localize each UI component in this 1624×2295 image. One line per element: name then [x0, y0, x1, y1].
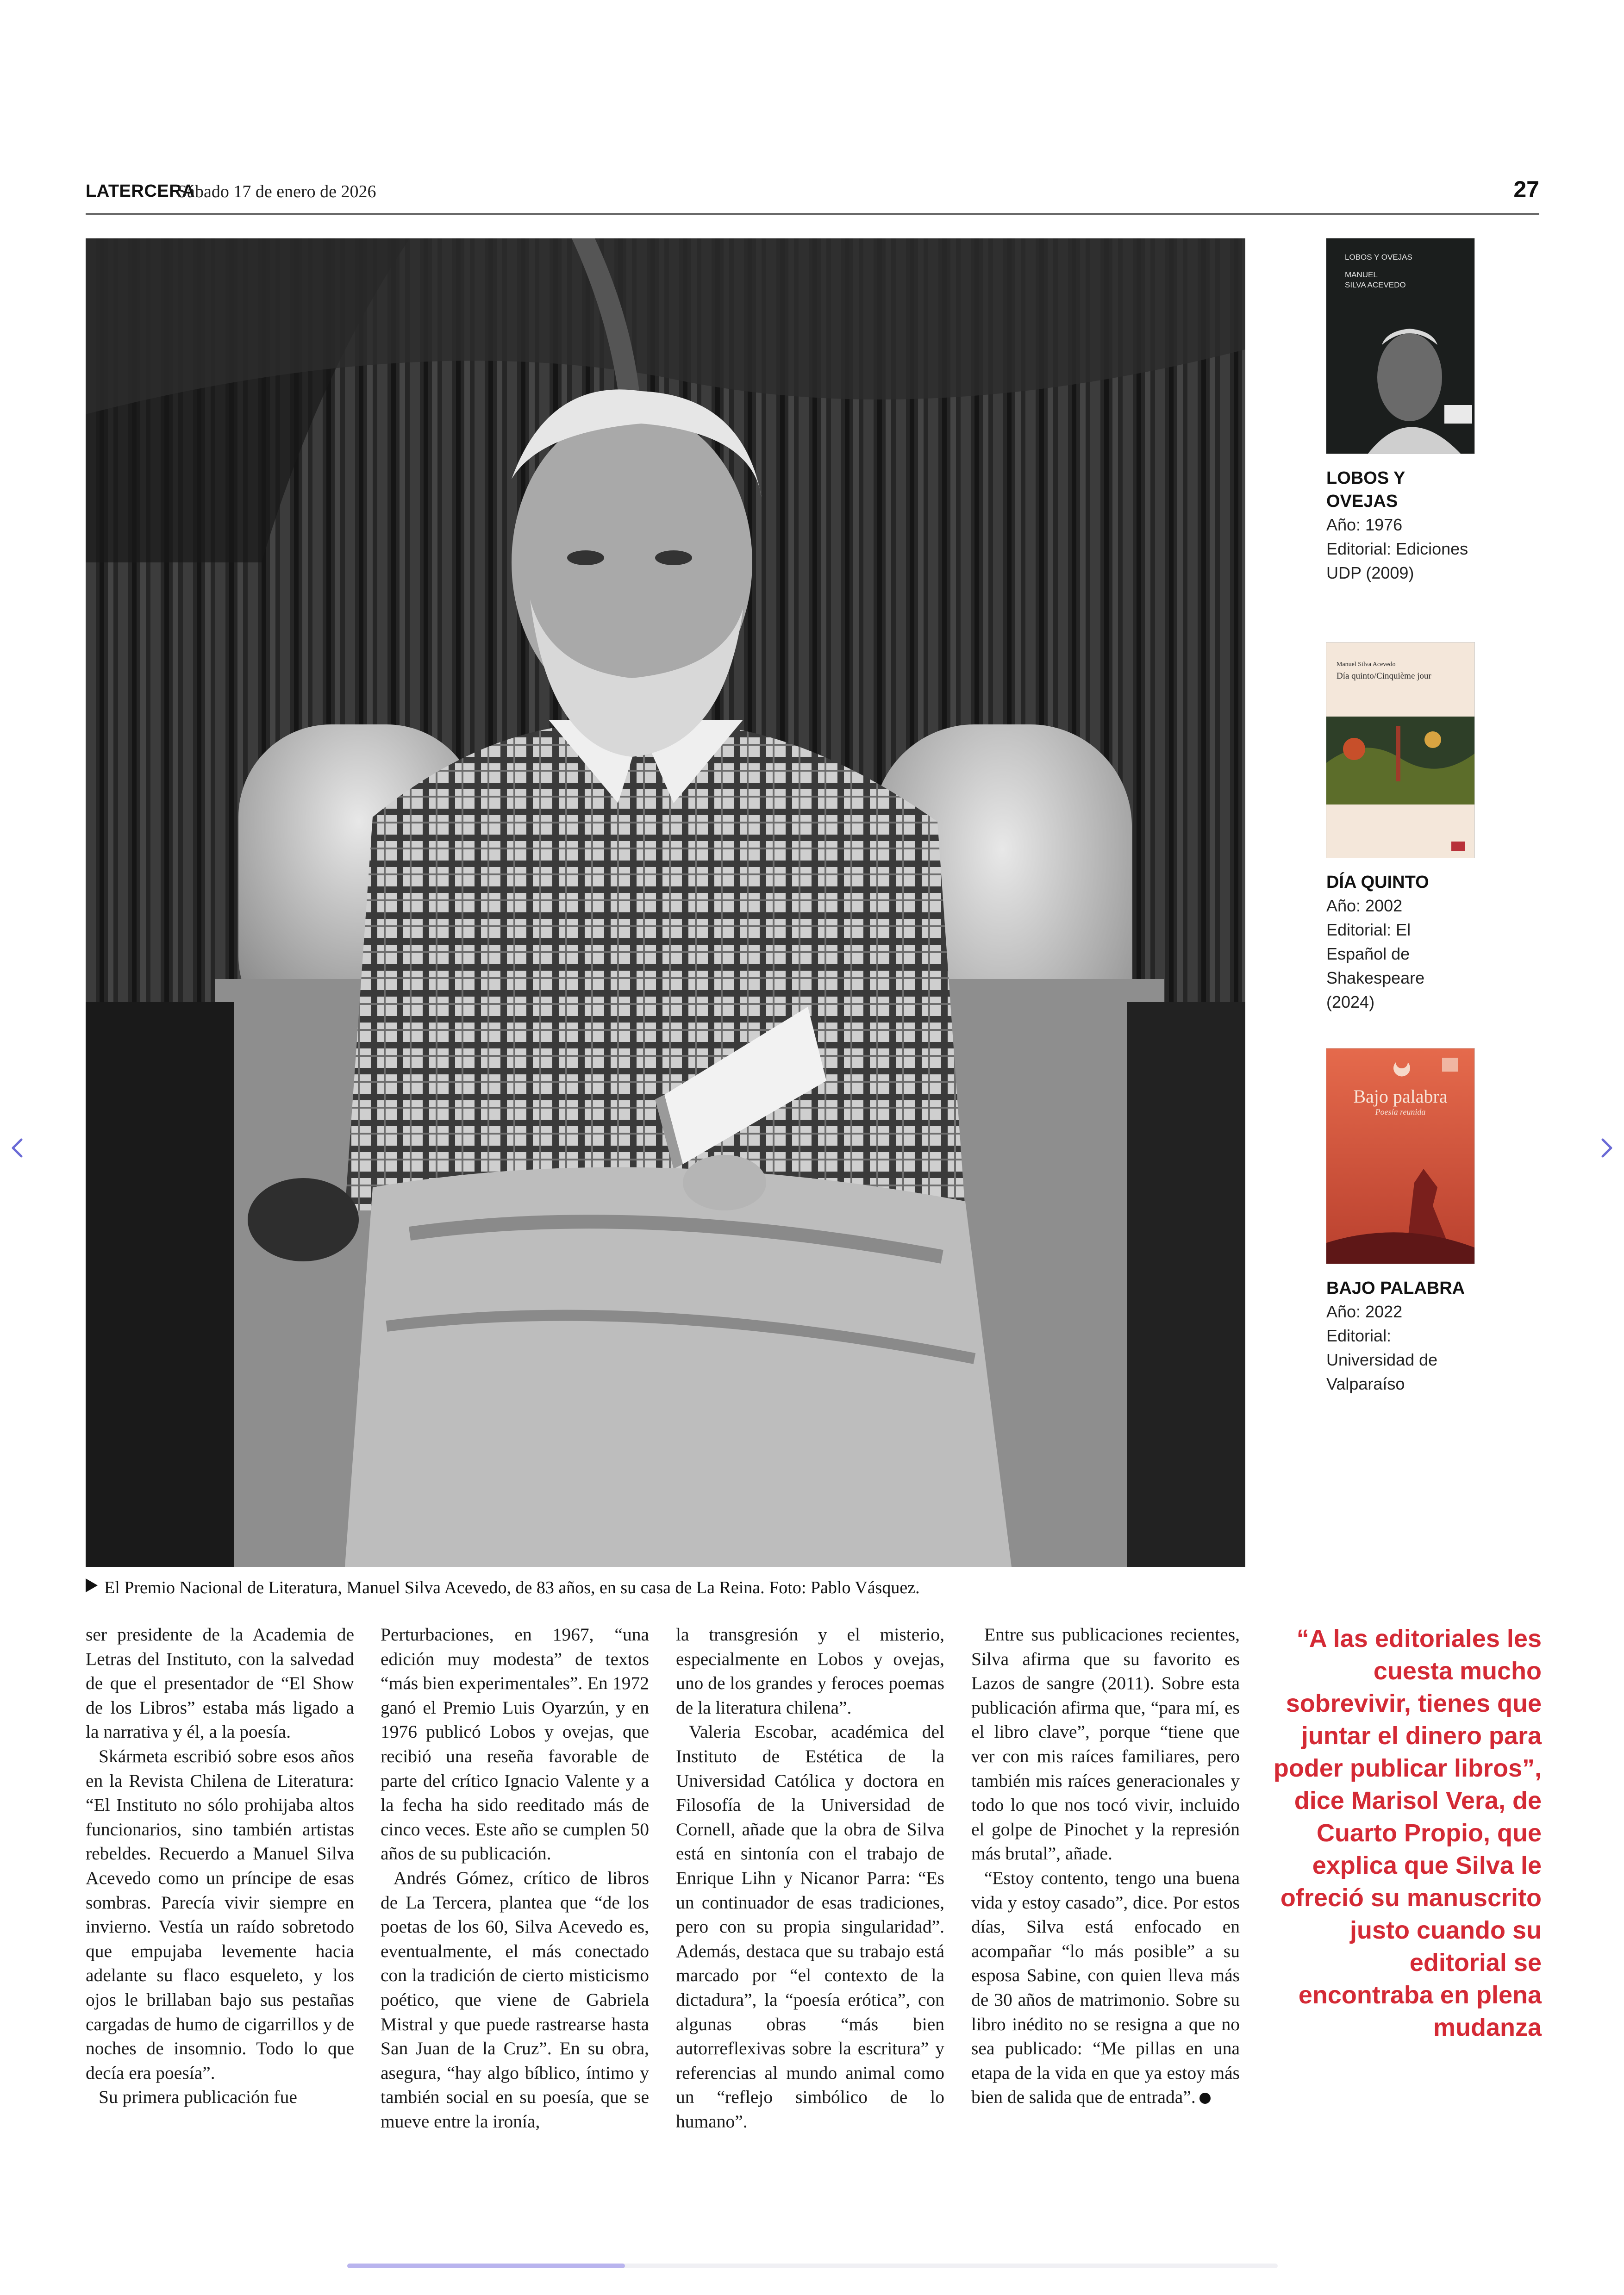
page-number: 27 — [1513, 176, 1539, 202]
book-title: BAJO PALABRA — [1326, 1278, 1465, 1298]
paragraph: Skármeta escribió sobre esos años en la Revista Chilena de Literatura: “El Instituto no sólo prohijaba altos funcionarios, sino también artistas rebeldes. Recuerdo a Manuel Silva Acevedo como un príncipe de esas sombras. Parecía vivir siempre en invierno. Vestía un raído sobretodo que empujaba levemente hacia adelante su flaco esqueleto, y los ojos le brillaban bajo sus pestañas cargadas de humo de cigarrillos y de noches de insomnio. Todo lo que decía era poesía”. — [86, 1746, 354, 2083]
paragraph: Perturbaciones, en 1967, “una edición muy modesta” de textos “más bien experimentales”. En 1972 ganó el Premio Luis Oyarzún, y en 1976 publicó Lobos y ovejas, que recibió una reseña favorable de parte del crítico Ignacio Valente y a la fecha ha sido reeditado más de cinco veces. Este año se cumplen 50 años de su publicación. — [381, 1624, 649, 1864]
paragraph: Entre sus publicaciones recientes, Silva afirma que su favorito es Lazos de sangre (2011). Sobre esta publicación afirma que, “para mí, es el libro clave”, porque “tiene que ver con mis raíces familiares, pero también mis raíces generacionales y todo lo que nos tocó vivir, incluido el golpe de Pinochet y la represión más brutal”, añade. — [971, 1624, 1240, 1864]
masthead: LATERCERA — [86, 181, 195, 201]
photo-caption-text: El Premio Nacional de Literatura, Manuel Silva Acevedo, de 83 años, en su casa de La Reina. Foto: Pablo Vásquez. — [104, 1578, 920, 1597]
paragraph: la transgresión y el misterio, especialmente en Lobos y ovejas, uno de los grandes y feroces poemas de la literatura chilena”. — [676, 1624, 944, 1718]
cover-author: Manuel Silva Acevedo — [1337, 661, 1396, 668]
book-cover — [1326, 238, 1474, 454]
cover-title: LOBOS Y OVEJAS — [1345, 253, 1412, 262]
book-cover — [1326, 642, 1474, 858]
chevron-left-icon — [4, 1134, 31, 1162]
photo-caption — [86, 1578, 1245, 1598]
book-year: Año: 1976 — [1326, 515, 1403, 534]
article-column-4 — [971, 1622, 1240, 2109]
next-page-button[interactable] — [1593, 1134, 1620, 1162]
cover-author-last: SILVA ACEVEDO — [1345, 281, 1406, 289]
horizontal-scrollbar-thumb[interactable] — [347, 2264, 625, 2268]
book-card-bajo-palabra — [1326, 1048, 1474, 1396]
cover-subtitle: Poesía reunida — [1375, 1107, 1426, 1116]
book-year: Año: 2022 — [1326, 1302, 1403, 1321]
paragraph: Andrés Gómez, crítico de libros de La Tercera, plantea que “de los poetas de los 60, Silva Acevedo es, eventualmente, el más conectado con la tradición de cierto misticismo poético, que viene de Gabriela Mistral y que puede rastrearse hasta San Juan de la Cruz”. En su obra, asegura, “hay algo bíblico, íntimo y también social en su poesía, que se mueve entre la ironía, — [381, 1867, 649, 2132]
header-rule — [86, 213, 1539, 215]
book-year: Año: 2002 — [1326, 896, 1403, 915]
paragraph: Valeria Escobar, académica del Instituto de Estética de la Universidad Católica y doctora en Filosofía de la Universidad de Cornell, añade que la obra de Silva está en sintonía con el trabajo de Enrique Lihn y Nicanor Parra: “Es un continuador de esas tradiciones, pero con su propia singularidad”. Además, destaca que su trabajo está marcado por “el contexto de la dictadura”, la “poesía erótica”, con algunas obras “más bien autorreflexivas sobre la escritura” y referencias al mundo animal como un “reflejo simbólico de lo humano”. — [676, 1721, 944, 2132]
cover-title: Día quinto/Cinquième jour — [1337, 671, 1431, 681]
cover-author-first: MANUEL — [1345, 270, 1378, 279]
article-column-3 — [676, 1622, 944, 2133]
previous-page-button[interactable] — [4, 1134, 31, 1162]
book-card-dia-quinto — [1326, 642, 1474, 1014]
book-publisher: Editorial: Ediciones UDP (2009) — [1326, 539, 1468, 582]
page-header — [86, 176, 1539, 218]
pull-quote: “A las editoriales les cuesta mucho sobrevivir, tienes que juntar el dinero para poder publicar libros”, dice Marisol Vera, de Cuarto Propio, que explica que Silva le ofreció su manuscrito justo cuando su editorial se encontraba en plena mudanza — [1273, 1625, 1542, 2041]
book-card-lobos-y-ovejas — [1326, 238, 1474, 585]
chevron-right-icon — [1593, 1134, 1620, 1162]
book-title: LOBOS Y OVEJAS — [1326, 468, 1405, 511]
book-cover — [1326, 1048, 1474, 1264]
cover-title: Bajo palabra — [1353, 1086, 1448, 1107]
book-title: DÍA QUINTO — [1326, 873, 1429, 892]
paragraph: “Estoy contento, tengo una buena vida y estoy casado”, dice. Por estos días, Silva está enfocado en acompañar “lo más posible” a su esposa Sabine, con quien lleva más de 30 años de matrimonio. Sobre su libro inédito no se resigna a que no sea publicado: “Me pillas en una etapa de la vida en que ya estoy más bien de salida que de entrada”. — [971, 1867, 1240, 2108]
issue-date: Sábado 17 de enero de 2026 — [177, 182, 376, 201]
main-photo — [86, 238, 1245, 1567]
article-column-2 — [381, 1622, 649, 2133]
paragraph: ser presidente de la Academia de Letras del Instituto, con la salvedad de que el presentador de “El Show de los Libros” estaba más ligado a la narrativa y él, a la poesía. — [86, 1624, 354, 1742]
book-cover-image — [1326, 1048, 1474, 1264]
end-mark-icon — [1199, 2093, 1211, 2104]
triangle-right-icon — [86, 1578, 98, 1592]
article-column-1 — [86, 1622, 354, 2109]
book-publisher: Editorial: El Español de Shakespeare (2024) — [1326, 920, 1425, 1011]
paragraph: Su primera publicación fue — [99, 2087, 297, 2108]
book-publisher: Editorial: Universidad de Valparaíso — [1326, 1326, 1438, 1393]
portrait-illustration — [86, 238, 1245, 1567]
